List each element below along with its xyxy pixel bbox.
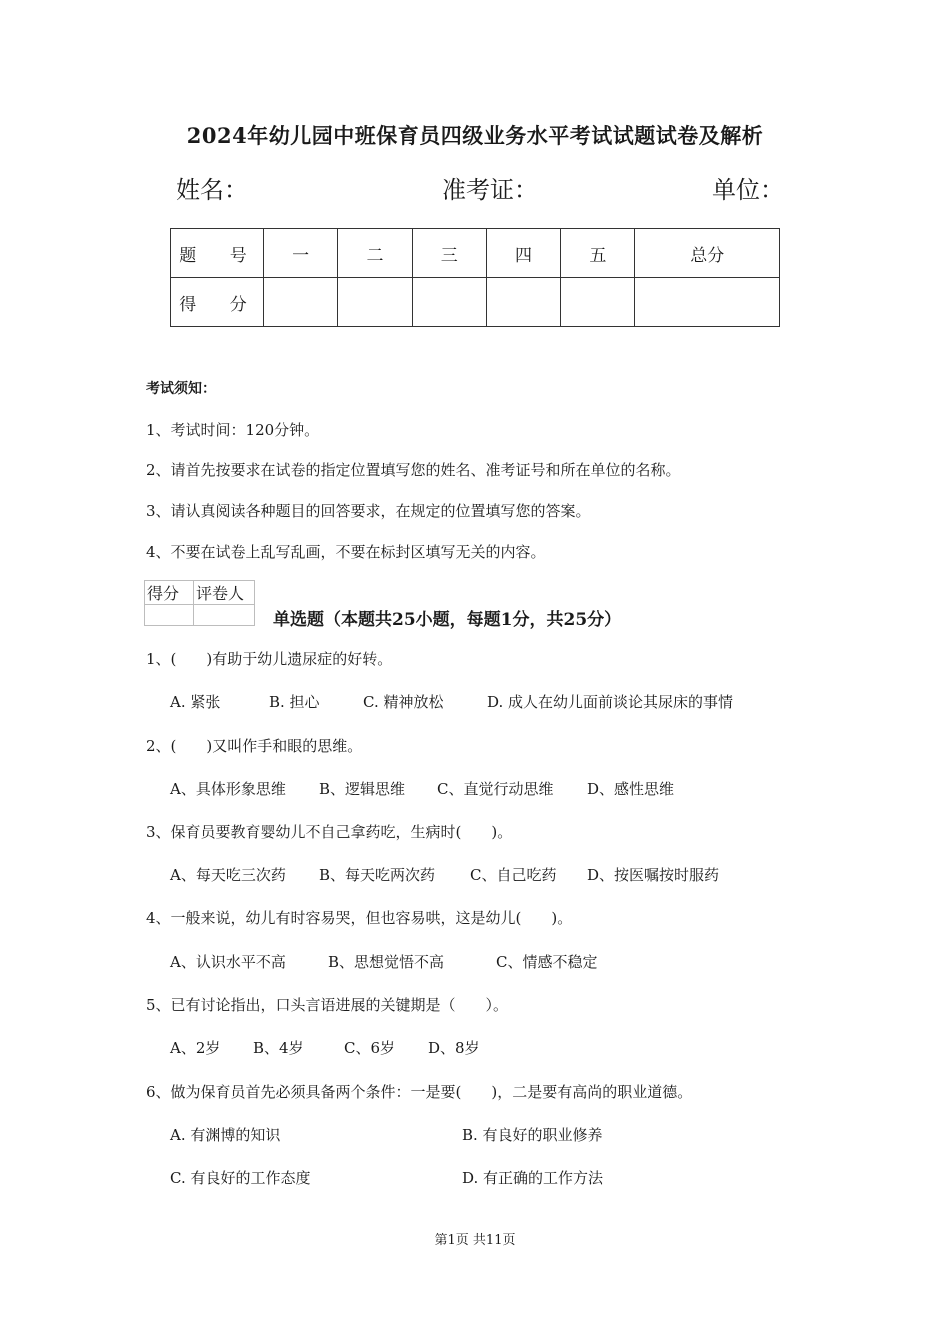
question-stem: 5、已有讨论指出，口头言语进展的关键期是（ ）。: [146, 996, 509, 1014]
notice-item: 1、考试时间：120分钟。: [146, 421, 320, 439]
page-footer: 第1页 共11页: [434, 1233, 516, 1248]
score-cell[interactable]: [561, 278, 635, 327]
notice-heading: 考试须知：: [146, 381, 216, 397]
score-cell[interactable]: [635, 278, 780, 327]
option-c: C、自己吃药: [470, 866, 557, 884]
question-stem: 4、一般来说，幼儿有时容易哭，但也容易哄，这是幼儿( )。: [146, 909, 573, 927]
option-d: D. 成人在幼儿面前谈论其尿床的事情: [487, 693, 734, 711]
score-row-label: 得 分: [171, 278, 264, 327]
score-table: [170, 228, 780, 327]
score-header-cell: 四: [486, 229, 560, 278]
option-b: B、每天吃两次药: [319, 866, 436, 884]
option-a: A、每天吃三次药: [170, 866, 286, 884]
option-b: B、思想觉悟不高: [328, 953, 445, 971]
notice-item: 4、不要在试卷上乱写乱画，不要在标封区填写无关的内容。: [146, 543, 546, 561]
option-a: A、2岁: [170, 1039, 221, 1057]
exam-id-label: 准考证：: [442, 176, 538, 204]
option-a: A. 紧张: [170, 693, 221, 711]
unit-label: 单位：: [712, 176, 784, 204]
score-cell[interactable]: [264, 278, 338, 327]
score-header-cell: 总分: [635, 229, 780, 278]
option-b: B、4岁: [253, 1039, 304, 1057]
grader-score-cell[interactable]: [145, 605, 194, 626]
score-cell[interactable]: [412, 278, 486, 327]
page-title: 2024年幼儿园中班保育员四级业务水平考试试题试卷及解析: [186, 123, 764, 148]
option-b: B. 担心: [269, 693, 320, 711]
score-header-label: 题 号: [171, 229, 264, 278]
question-stem: 3、保育员要教育婴幼儿不自己拿药吃，生病时( )。: [146, 823, 513, 841]
score-table-header-row: [171, 229, 780, 278]
notice-item: 2、请首先按要求在试卷的指定位置填写您的姓名、准考证号和所在单位的名称。: [146, 461, 681, 479]
question-stem: 1、( )有助于幼儿遗尿症的好转。: [146, 650, 393, 668]
name-label: 姓名：: [176, 176, 248, 204]
option-d: D、8岁: [428, 1039, 480, 1057]
option-c: C. 精神放松: [363, 693, 444, 711]
score-header-cell: 三: [412, 229, 486, 278]
option-d: D、按医嘱按时服药: [587, 866, 720, 884]
option-c: C、直觉行动思维: [437, 780, 554, 798]
option-a: A. 有渊博的知识: [170, 1126, 281, 1144]
score-header-cell: 二: [338, 229, 412, 278]
option-c: C. 有良好的工作态度: [170, 1169, 311, 1187]
score-header-cell: 一: [264, 229, 338, 278]
option-d: D. 有正确的工作方法: [462, 1169, 604, 1187]
section-title: 单选题（本题共25小题，每题1分，共25分）: [273, 610, 622, 630]
score-cell[interactable]: [338, 278, 412, 327]
option-b: B、逻辑思维: [319, 780, 406, 798]
notice-item: 3、请认真阅读各种题目的回答要求，在规定的位置填写您的答案。: [146, 502, 591, 520]
option-a: A、具体形象思维: [170, 780, 286, 798]
option-c: C、情感不稳定: [496, 953, 598, 971]
question-stem: 2、( )又叫作手和眼的思维。: [146, 737, 363, 755]
option-c: C、6岁: [344, 1039, 396, 1057]
option-a: A、认识水平不高: [170, 953, 286, 971]
question-stem: 6、做为保育员首先必须具备两个条件：一是要( )，二是要有高尚的职业道德。: [146, 1083, 693, 1101]
grader-reviewer-cell[interactable]: [194, 605, 255, 626]
grader-box: [144, 580, 255, 626]
option-d: D、感性思维: [587, 780, 675, 798]
score-header-cell: 五: [561, 229, 635, 278]
score-cell[interactable]: [486, 278, 560, 327]
score-table-score-row: [171, 278, 780, 327]
option-b: B. 有良好的职业修养: [462, 1126, 603, 1144]
grader-score-label: 得分: [145, 581, 194, 605]
grader-reviewer-label: 评卷人: [194, 581, 255, 605]
